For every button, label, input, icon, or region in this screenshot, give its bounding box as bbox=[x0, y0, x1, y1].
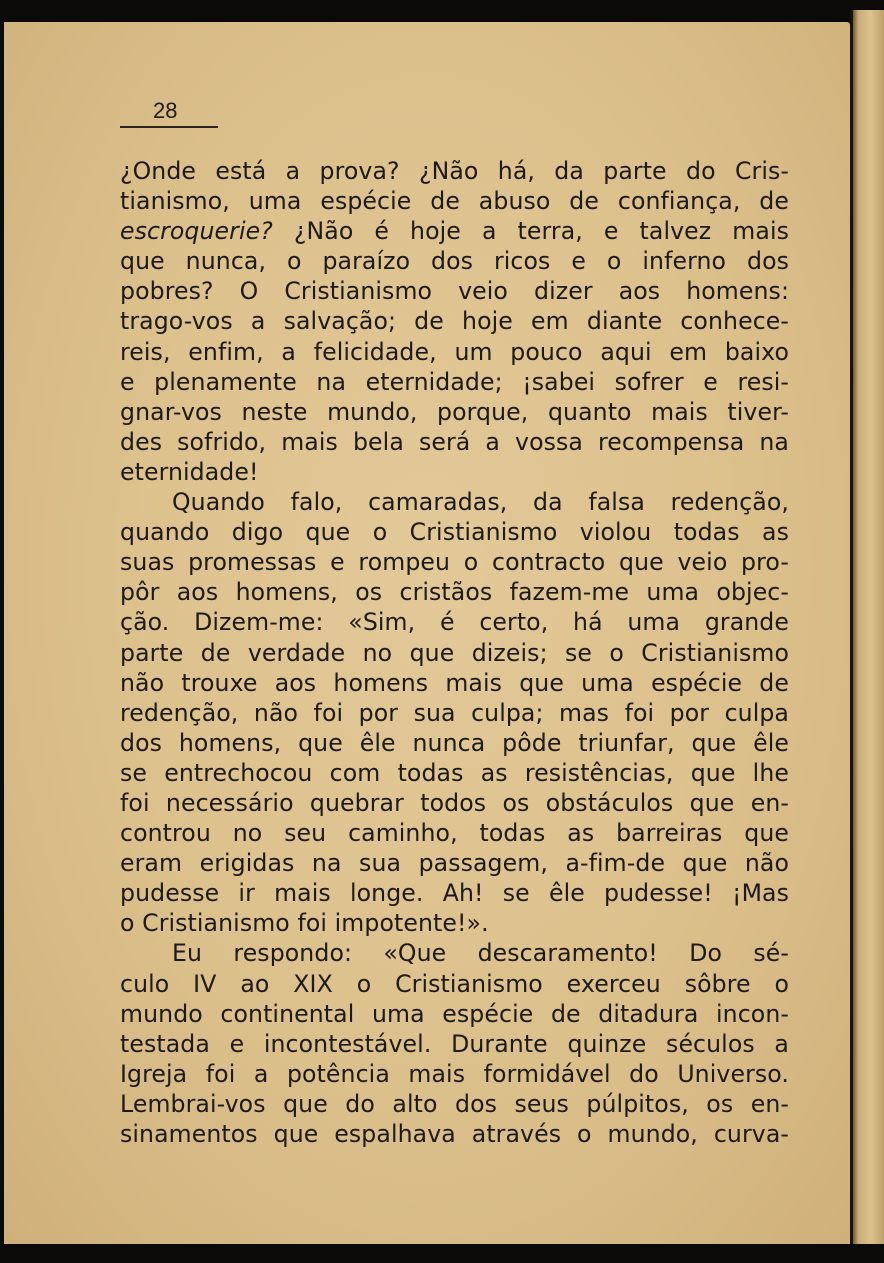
page-edge bbox=[850, 10, 884, 1263]
text-line: que nunca, o paraízo dos ricos e o inferno dos bbox=[120, 247, 789, 276]
text-line: se entrechocou com todas as resistências, que lhe bbox=[120, 758, 789, 787]
page-number-rule bbox=[120, 126, 218, 128]
text-line: tianismo, uma espécie de abuso de confiança, de bbox=[120, 187, 789, 216]
text-line: parte de verdade no que dizeis; se o Cristianismo bbox=[120, 638, 789, 667]
text-line: ¿Onde está a prova? ¿Não há, da parte do Cris- bbox=[120, 157, 789, 185]
text-line: controu no seu caminho, todas as barreiras que bbox=[120, 819, 789, 848]
text-line: Lembrai-vos que do alto dos seus púlpitos, os en- bbox=[120, 1089, 789, 1118]
text-line: pôr aos homens, os cristãos fazem-me uma objec- bbox=[120, 578, 789, 607]
text-line: Quando falo, camaradas, da falsa redenção, bbox=[172, 488, 789, 517]
text-line: culo IV ao XIX o Cristianismo exerceu sôbre o bbox=[120, 969, 789, 998]
text-line: redenção, não foi por sua culpa; mas foi por culpa bbox=[120, 698, 789, 727]
text-line: Igreja foi a potência mais formidável do Universo. bbox=[120, 1059, 789, 1088]
text-line: foi necessário quebrar todos os obstáculos que en- bbox=[120, 788, 789, 817]
text-line: quando digo que o Cristianismo violou todas as bbox=[120, 518, 789, 547]
text-line: reis, enfim, a felicidade, um pouco aqui em baixo bbox=[120, 337, 789, 366]
text-line: sinamentos que espalhava através o mundo, curva- bbox=[120, 1120, 789, 1148]
text-line: eram erigidas na sua passagem, a-fim-de que não bbox=[120, 849, 789, 878]
text-line: pudesse ir mais longe. Ah! se êle pudesse! ¡Mas bbox=[120, 879, 789, 908]
text-line: gnar-vos neste mundo, porque, quanto mais tiver- bbox=[120, 397, 789, 426]
page-shadow bbox=[0, 1244, 884, 1263]
text-line: trago-vos a salvação; de hoje em diante conhece- bbox=[120, 307, 789, 336]
text-line: eternidade! bbox=[120, 457, 259, 486]
text-line: não trouxe aos homens mais que uma espécie de bbox=[120, 668, 789, 697]
text-line: pobres? O Cristianismo veio dizer aos homens: bbox=[120, 277, 789, 306]
body-text bbox=[120, 156, 789, 1149]
text-line: o Cristianismo foi impotente!». bbox=[120, 909, 489, 938]
text-line: e plenamente na eternidade; ¡sabei sofrer e resi- bbox=[120, 367, 789, 396]
italic-word: escroquerie? bbox=[120, 217, 273, 246]
text-line: dos homens, que êle nunca pôde triunfar, que êle bbox=[120, 728, 789, 757]
text-line: testada e incontestável. Durante quinze séculos a bbox=[120, 1029, 789, 1058]
text-line: mundo continental uma espécie de ditadura incon- bbox=[120, 999, 789, 1028]
page-number: 28 bbox=[153, 98, 178, 123]
text-line: Eu respondo: «Que descaramento! Do sé- bbox=[172, 939, 789, 968]
text-line: des sofrido, mais bela será a vossa recompensa na bbox=[120, 427, 789, 456]
text-line: escroquerie? ¿Não é hoje a terra, e talvez mais bbox=[120, 217, 789, 246]
text-line: suas promessas e rompeu o contracto que veio pro- bbox=[120, 548, 789, 577]
text-line: ção. Dizem-me: «Sim, é certo, há uma grande bbox=[120, 608, 789, 637]
